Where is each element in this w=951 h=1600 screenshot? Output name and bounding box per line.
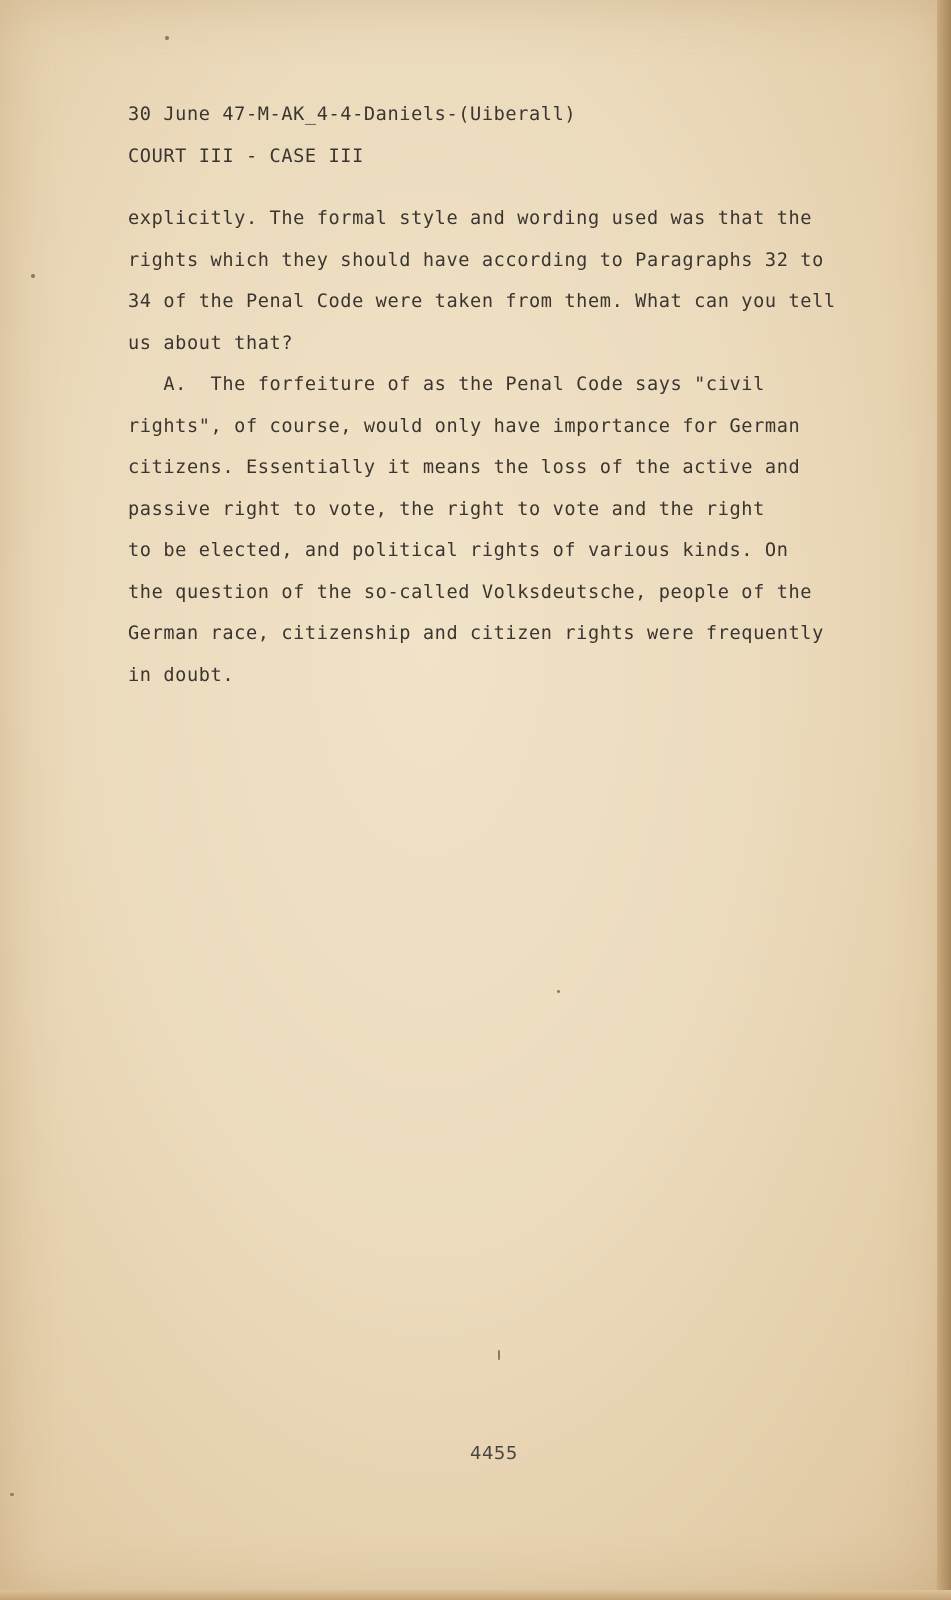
page-bottom-edge bbox=[0, 1590, 951, 1600]
body-line: rights which they should have according to Paragraphs 32 to bbox=[128, 250, 824, 271]
header-line-2: COURT III - CASE III bbox=[128, 146, 364, 167]
body-line: 34 of the Penal Code were taken from them. What can you tell bbox=[128, 291, 836, 312]
body-line: explicitly. The formal style and wording used was that the bbox=[128, 208, 813, 229]
body-line: rights", of course, would only have importance for German bbox=[128, 416, 801, 437]
paper-speck bbox=[10, 1493, 14, 1496]
paper-speck bbox=[165, 36, 169, 40]
body-line: in doubt. bbox=[128, 665, 235, 686]
paper-speck bbox=[31, 274, 35, 278]
header-line-1: 30 June 47-M-AK_4-4-Daniels-(Uiberall) bbox=[128, 104, 577, 125]
body-line: to be elected, and political rights of various kinds. On bbox=[128, 540, 789, 561]
paper-speck bbox=[498, 1350, 500, 1360]
body-line: us about that? bbox=[128, 333, 294, 354]
page-right-edge bbox=[937, 0, 951, 1600]
body-line: A. The forfeiture of as the Penal Code says "civil bbox=[128, 374, 765, 395]
body-line: citizens. Essentially it means the loss of the active and bbox=[128, 457, 801, 478]
body-line: passive right to vote, the right to vote and the right bbox=[128, 499, 765, 520]
page-number: 4455 bbox=[470, 1443, 518, 1464]
body-line: the question of the so-called Volksdeutsche, people of the bbox=[128, 582, 813, 603]
paper-speck bbox=[557, 990, 560, 993]
body-line: German race, citizenship and citizen rights were frequently bbox=[128, 623, 824, 644]
